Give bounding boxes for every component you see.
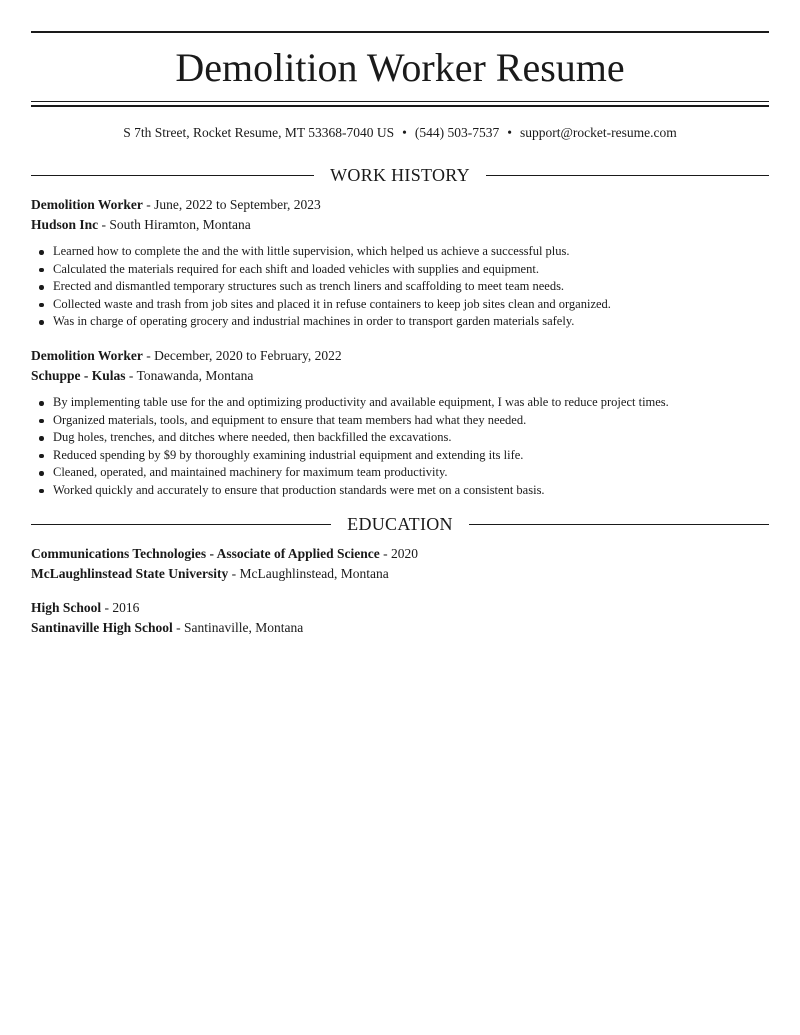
dash: - <box>228 566 240 581</box>
company-row <box>31 215 769 235</box>
title-rule-thick <box>31 105 769 107</box>
job-title: Demolition Worker <box>31 197 143 212</box>
list-item: Reduced spending by $9 by thoroughly examining industrial equipment and extending its life. <box>53 447 769 465</box>
company-row <box>31 366 769 386</box>
contact-phone: (544) 503-7537 <box>414 125 500 140</box>
list-item: Dug holes, trenches, and ditches where needed, then backfilled the excavations. <box>53 429 769 447</box>
top-rule <box>31 31 769 33</box>
company-location: South Hiramton, Montana <box>109 217 251 232</box>
degree-row <box>31 598 769 618</box>
school-name: Santinaville High School <box>31 620 173 635</box>
degree-row <box>31 544 769 564</box>
section-title: EDUCATION <box>347 514 453 534</box>
divider-line <box>31 524 331 525</box>
dash: - <box>379 546 392 561</box>
contact-email: support@rocket-resume.com <box>519 125 677 140</box>
section-heading-work-history <box>31 164 769 186</box>
job-bullets <box>31 394 769 500</box>
dash: - <box>98 217 110 232</box>
list-item: Was in charge of operating grocery and industrial machines in order to transport garden materials safely. <box>53 313 769 331</box>
company-name: Schuppe - Kulas <box>31 368 126 383</box>
section-title: WORK HISTORY <box>330 165 470 185</box>
dash: - <box>142 197 155 212</box>
contact-line <box>31 124 769 142</box>
list-item: By implementing table use for the and optimizing productivity and available equipment, I was able to reduce project times. <box>53 394 769 412</box>
list-item: Cleaned, operated, and maintained machinery for maximum team productivity. <box>53 464 769 482</box>
school-row <box>31 618 769 638</box>
dash: - <box>142 348 155 363</box>
list-item: Collected waste and trash from job sites and placed it in refuse containers to keep job sites clean and organized. <box>53 296 769 314</box>
divider-line <box>486 175 769 176</box>
list-item: Calculated the materials required for each shift and loaded vehicles with supplies and equipment. <box>53 261 769 279</box>
job-dates: December, 2020 to February, 2022 <box>154 348 342 363</box>
divider-line <box>31 175 314 176</box>
divider-line <box>469 524 769 525</box>
list-item: Organized materials, tools, and equipment to ensure that team members had what they needed. <box>53 412 769 430</box>
list-item: Learned how to complete the and the with little supervision, which helped us achieve a successful plus. <box>53 243 769 261</box>
job-dates: June, 2022 to September, 2023 <box>154 197 321 212</box>
graduation-year: 2020 <box>391 546 419 561</box>
school-location: McLaughlinstead, Montana <box>239 566 389 581</box>
job-entry <box>31 346 769 500</box>
degree: High School <box>31 600 102 615</box>
bullet-separator: • <box>507 125 512 140</box>
dash: - <box>101 600 113 615</box>
job-bullets <box>31 243 769 331</box>
list-item: Erected and dismantled temporary structures such as trench liners and scaffolding to meet team needs. <box>53 278 769 296</box>
title-rule-thin <box>31 101 769 102</box>
school-row <box>31 564 769 584</box>
job-title-row <box>31 346 769 366</box>
education-entry <box>31 598 769 638</box>
page-title: Demolition Worker Resume <box>175 45 625 90</box>
job-title-row <box>31 195 769 215</box>
job-entry <box>31 195 769 331</box>
job-title: Demolition Worker <box>31 348 143 363</box>
list-item: Worked quickly and accurately to ensure that production standards were met on a consistent basis. <box>53 482 769 500</box>
bullet-separator: • <box>402 125 407 140</box>
degree: Communications Technologies - Associate of Applied Science <box>31 546 380 561</box>
school-name: McLaughlinstead State University <box>31 566 229 581</box>
section-heading-education <box>31 513 769 535</box>
contact-address: S 7th Street, Rocket Resume, MT 53368-7040 US <box>123 125 395 140</box>
education-entry <box>31 544 769 584</box>
dash: - <box>172 620 185 635</box>
school-location: Santinaville, Montana <box>184 620 304 635</box>
company-location: Tonawanda, Montana <box>136 368 254 383</box>
dash: - <box>125 368 137 383</box>
company-name: Hudson Inc <box>31 217 99 232</box>
graduation-year: 2016 <box>112 600 140 615</box>
